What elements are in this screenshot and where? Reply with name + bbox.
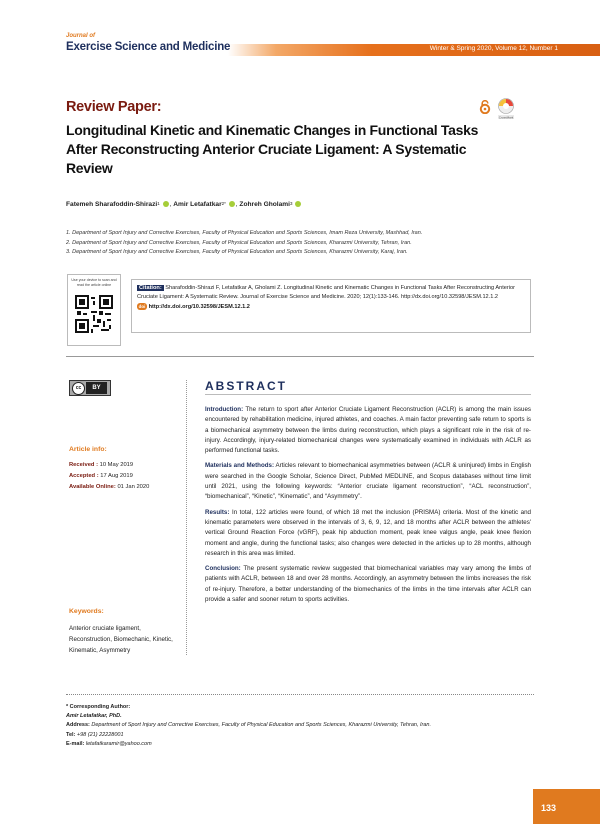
online-label: Available Online:: [69, 484, 116, 490]
section-label: Materials and Methods:: [205, 462, 275, 470]
accepted-row: [69, 471, 149, 482]
received-label: Received :: [69, 462, 98, 468]
section-label: Results:: [205, 508, 230, 516]
section-label: Conclusion:: [205, 565, 241, 573]
accepted-date: 17 Aug 2019: [98, 473, 133, 479]
affiliation: 1. Department of Sport Injury and Corrective Exercises, Faculty of Physical Education and Sports Sciences, Imam Reza University, Mashhad, Iran.: [66, 230, 423, 236]
section-text: In total, 122 articles were found, of which 18 met the inclusion (PRISMA) criteria. Most of the kinetic and kinematic parameters were observed in the intervals of 3, 6, 9, 12, and 18 months after ACLR between the athletes' vertical Ground Reaction Force (vGRF), peak hip abduction moment, peak knee valgus angle, peak knee flexion moment and angle, during the functional tasks; also changes were detected in the articles up to 28 months, although research in this area was limited.: [205, 508, 531, 557]
page-number: 133: [541, 803, 557, 813]
corr-heading: * Corresponding Author:: [66, 704, 131, 710]
article-info: [69, 460, 149, 493]
abstract-methods: [205, 461, 531, 502]
online-date: 01 Jan 2020: [115, 484, 150, 490]
keywords-title: Keywords:: [69, 608, 104, 615]
crossmark-icon[interactable]: [497, 98, 515, 121]
authors-line: Fatemeh Sharafoddin-Shirazi$^1$ , Amir Letafatkar$^{2*}$ , Zohreh Gholami$^3$: [66, 201, 302, 208]
section-text: Articles relevant to biomechanical asymmetries between (ACLR & uninjured) limbs in English were searched in the Google Scholar, Science Direct, PubMed MEDLINE, and Scopus databases without time limit until 2021, using the following keywords: “Anterior cruciate ligament reconstruction”, “ACL reconstruction”, “biomechanical”, “Kinetic”, “Kinematic”, and “Asymmetry”.: [205, 462, 531, 501]
abstract-results: [205, 508, 531, 559]
doi-row: [137, 303, 525, 312]
doi-icon: doi: [138, 304, 146, 310]
email-label: E-mail:: [66, 740, 85, 747]
email-text[interactable]: letafatkaramir@yahoo.com: [84, 740, 152, 747]
qr-code-box: [67, 274, 121, 346]
abstract-body: [205, 405, 531, 610]
address-text: Department of Sport Injury and Corrective Exercises, Faculty of Physical Education and Sports Sciences, Kharazmi University, Tehran, Iran.: [89, 722, 431, 729]
cc-icon: cc: [72, 382, 85, 395]
tel-label: Tel:: [66, 731, 76, 738]
by-label: BY: [86, 382, 107, 394]
author-name: Zohreh Gholami: [239, 201, 290, 208]
issue-info: Winter & Spring 2020, Volume 12, Number 1: [429, 45, 558, 52]
affiliations: [66, 229, 422, 258]
qr-code-icon[interactable]: [75, 295, 113, 333]
abstract-introduction: [205, 405, 531, 456]
author-name: Amir Letafatkar: [173, 201, 222, 208]
abstract-underline: [205, 394, 531, 395]
orcid-icon[interactable]: [163, 201, 169, 207]
citation-box: [131, 279, 531, 333]
journal-prefix: Journal of: [66, 33, 96, 39]
divider: [66, 356, 534, 357]
tel-text: +98 (21) 22228001: [75, 731, 124, 738]
received-row: [69, 460, 149, 471]
affiliation: 3. Department of Sport Injury and Corrective Exercises, Faculty of Physical Education and Sports Sciences, Kharazmi University, Karaj, Iran.: [66, 249, 408, 255]
paper-type: Review Paper:: [66, 99, 162, 115]
section-text: The return to sport after Anterior Cruciate Ligament Reconstruction (ACLR) is among the main issues encountered by rehabilitation medicine, injured athletes, and coaches. A main factor preventing safe return to sports is a biomechanical asymmetry between the limbs during reconstruction, which plays a significant role in the risk of re-injury. Accordingly, injury-related biomechanical changes were systematically examined in individuals with ACLR as performed functional tasks.: [205, 406, 531, 455]
corr-name: Amir Letafatkar, PhD.: [66, 713, 122, 720]
author-name: Fatemeh Sharafoddin-Shirazi: [66, 201, 158, 208]
journal-title: Exercise Science and Medicine: [66, 41, 231, 53]
abstract-heading: ABSTRACT: [205, 379, 287, 393]
citation-label: Citation:: [139, 285, 162, 291]
online-row: [69, 482, 149, 493]
page-number-bar: [533, 789, 600, 824]
paper-title: Longitudinal Kinetic and Kinematic Changes in Functional Tasks After Reconstructing Anterior Cruciate Ligament: A Systematic Review: [66, 122, 479, 176]
orcid-icon[interactable]: [295, 201, 301, 207]
section-label: Introduction:: [205, 406, 244, 413]
corresponding-author: [66, 703, 431, 749]
address-label: Address:: [66, 722, 90, 729]
article-info-title: Article info:: [69, 446, 107, 453]
orcid-icon[interactable]: [229, 201, 235, 207]
cc-license-badge[interactable]: [69, 380, 111, 396]
column-divider: [186, 380, 187, 655]
author-sup: 3: [289, 201, 293, 206]
accepted-label: Accepted :: [69, 473, 99, 479]
affiliation: 2. Department of Sport Injury and Corrective Exercises, Faculty of Physical Education and Sports Sciences, Kharazmi University, Tehran, Iran.: [66, 239, 412, 246]
citation-text: Sharafoddin-Shirazi F, Letafatkar A, Gholami Z. Longitudinal Kinetic and Kinematic Changes in Functional Tasks After Reconstructing Anterior Cruciate Ligament: A Systematic Review. Journal of Exercise Science and Medicine. 2020; 12(1):133-146. http://dx.doi.org/10.32598/JESM.12.1.2: [137, 285, 515, 300]
divider: [66, 694, 534, 695]
author-sup: 1: [157, 201, 160, 206]
abstract-conclusion: [205, 564, 531, 605]
doi-link[interactable]: http://dx.doi.org/10.32598/JESM.12.1.2: [148, 304, 250, 310]
author-sup: 2*: [221, 201, 226, 206]
svg-text:CrossMark: CrossMark: [498, 115, 514, 120]
open-access-icon: [478, 100, 492, 114]
received-date: 10 May 2019: [98, 462, 134, 468]
section-text: The present systematic review suggested that biomechanical variables may vary among the limbs of patients with ACLR, between 18 and over 28 months. Accordingly, an asymmetry between the limbs increases the risk of re-injury. Therefore, a better understanding of the biomechanics of the limbs in the time intervals after ACLR can provide a safer and sooner return to sports activities.: [205, 565, 531, 604]
keywords-text: Anterior cruciate ligament, Reconstruction, Biomechanic, Kinetic, Kinematic, Asymmetry: [69, 625, 173, 654]
qr-caption: Use your device to scan and read the article online: [71, 278, 117, 287]
